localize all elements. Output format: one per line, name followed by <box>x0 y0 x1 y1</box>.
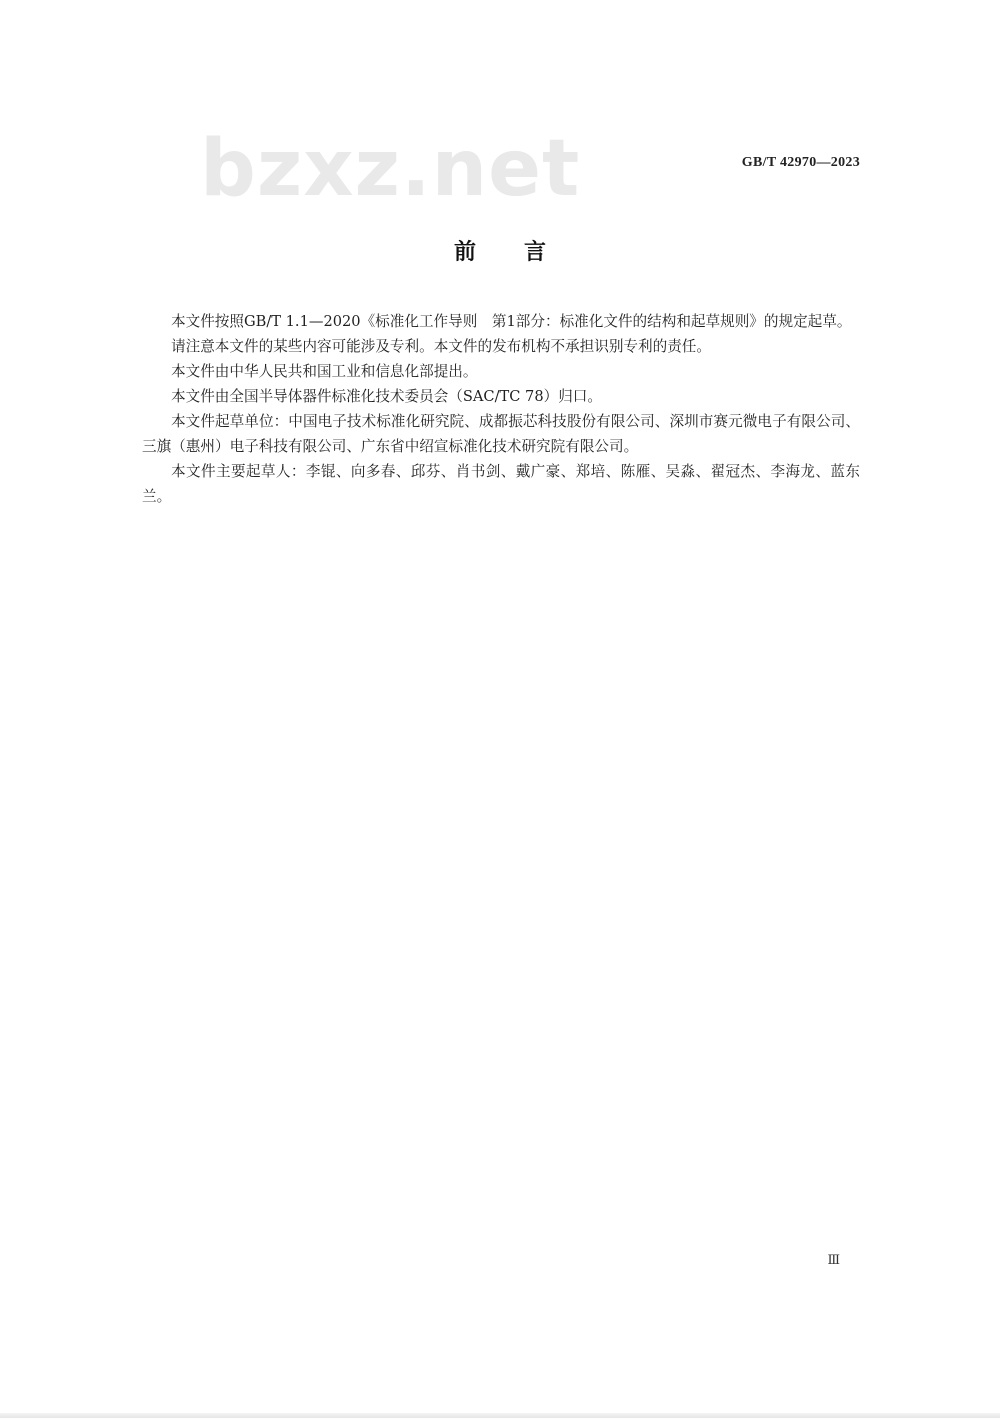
watermark: bzxz.net <box>200 124 581 214</box>
paragraph-drafting-rules: 本文件按照GB/T 1.1—2020《标准化工作导则 第1部分：标准化文件的结构和起草规则》的规定起草。 <box>171 313 852 330</box>
paragraph-drafting-units: 本文件起草单位：中国电子技术标准化研究院、成都振芯科技股份有限公司、深圳市赛元微电子有限公司、三旗（惠州）电子科技有限公司、广东省中绍宣标准化技术研究院有限公司。 <box>142 413 860 455</box>
paragraph-proposer: 本文件由中华人民共和国工业和信息化部提出。 <box>171 363 478 380</box>
preface-body <box>142 309 860 509</box>
page-number: Ⅲ <box>827 1253 840 1268</box>
paragraph-patent-notice: 请注意本文件的某些内容可能涉及专利。本文件的发布机构不承担识别专利的责任。 <box>171 338 711 355</box>
paragraph-administrator: 本文件由全国半导体器件标准化技术委员会（SAC/TC 78）归口。 <box>171 388 602 405</box>
page-bottom-edge <box>0 1413 1000 1418</box>
page-title: 前言 <box>453 240 594 265</box>
standard-code: GB/T 42970—2023 <box>741 155 860 170</box>
paragraph-drafters: 本文件主要起草人：李锟、向多春、邱芬、肖书剑、戴广豪、郑培、陈雁、吴淼、翟冠杰、李海龙、蓝东兰。 <box>142 463 860 505</box>
